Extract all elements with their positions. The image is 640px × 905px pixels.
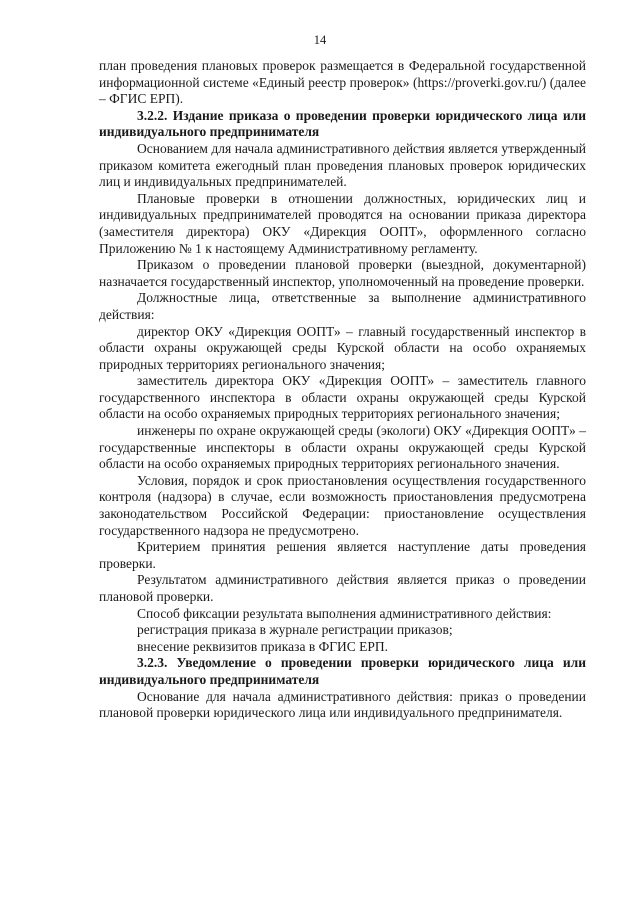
paragraph: Основанием для начала административного действия является утвержденный приказом комитета ежегодный план проведения плановых проверок юридических лиц и индивидуальных предпринимателей. [99, 140, 586, 190]
paragraph: Основание для начала административного действия: приказ о проведении плановой проверки юридического лица или индивидуального предпринимателя. [99, 688, 586, 721]
paragraph: план проведения плановых проверок размещается в Федеральной государственной информационной системе «Единый реестр проверок» (https://proverki.gov.ru/) (далее – ФГИС ЕРП). [99, 58, 586, 107]
paragraph: Плановые проверки в отношении должностных, юридических лиц и индивидуальных предпринимателей проводятся на основании приказа директора (заместителя директора) ОКУ «Дирекция ООПТ», оформленного согласно Приложению № 1 к настоящему Административному регламенту. [99, 190, 586, 256]
paragraph: инженеры по охране окружающей среды (экологи) ОКУ «Дирекция ООПТ» – государственные инспекторы в области охраны окружающей среды Курской области на особо охраняемых природных территориях регионального значения. [99, 423, 586, 472]
paragraph: Должностные лица, ответственные за выполнение административного действия: [99, 290, 586, 322]
paragraph: внесение реквизитов приказа в ФГИС ЕРП. [137, 638, 389, 654]
paragraph: Приказом о проведении плановой проверки (выездной, документарной) назначается государственный инспектор, уполномоченный на проведение проверки. [99, 257, 586, 289]
page-number: 14 [313, 33, 327, 47]
paragraph: регистрация приказа в журнале регистрации приказов; [137, 622, 453, 638]
paragraph: Способ фиксации результата выполнения административного действия: [137, 605, 552, 621]
paragraph: Условия, порядок и срок приостановления осуществления государственного контроля (надзора) в случае, если возможность приостановления предусмотрена законодательством Российской Федерации: приостановление осуществления государственного надзора не предусмотрено. [99, 472, 586, 538]
section-heading: 3.2.2. Издание приказа о проведении проверки юридического лица или индивидуального предпринимателя [99, 107, 586, 140]
document-body [99, 58, 586, 722]
section-heading: 3.2.3. Уведомление о проведении проверки юридического лица или индивидуального предпринимателя [99, 655, 586, 687]
paragraph: Критерием принятия решения является наступление даты проведения проверки. [99, 539, 586, 571]
paragraph: заместитель директора ОКУ «Дирекция ООПТ» – заместитель главного государственного инспектора в области охраны окружающей среды Курской области на особо охраняемых природных территориях регионального значения; [99, 373, 586, 422]
paragraph: директор ОКУ «Дирекция ООПТ» – главный государственный инспектор в области охраны окружающей среды Курской области на особо охраняемых природных территориях регионального значения; [99, 323, 586, 372]
paragraph: Результатом административного действия является приказ о проведении плановой проверки. [99, 572, 586, 604]
